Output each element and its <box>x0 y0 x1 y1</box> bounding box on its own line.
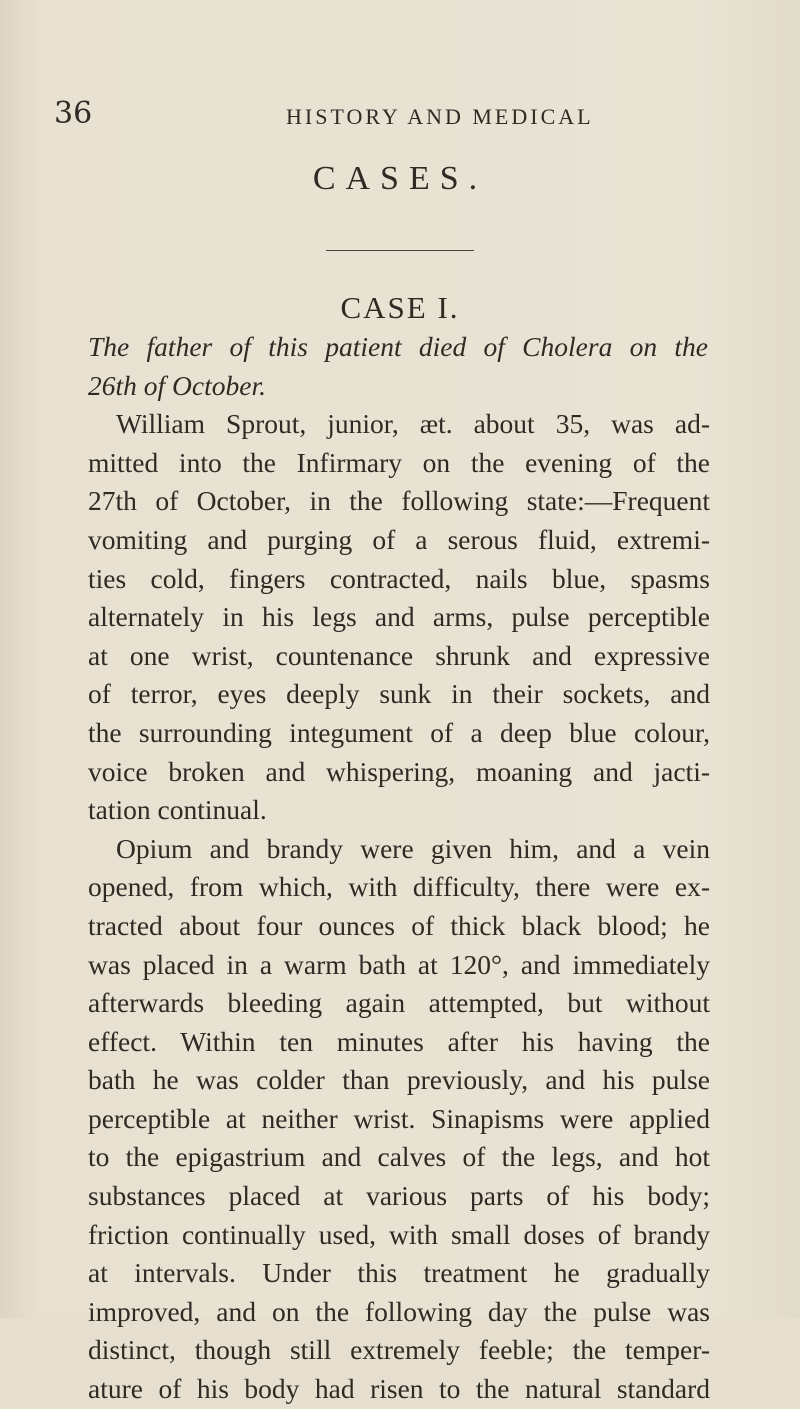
body-text <box>88 328 710 1409</box>
text-line: mitted into the Infirmary on the evening of the <box>88 446 710 478</box>
text-line: Opium and brandy were given him, and a vein <box>116 832 710 864</box>
text-line: substances placed at various parts of his body; <box>88 1180 710 1212</box>
text-line: 26th of October. <box>88 369 266 401</box>
text-line: voice broken and whispering, moaning and jacti- <box>88 755 710 787</box>
text-line: improved, and on the following day the pulse was <box>88 1295 710 1327</box>
text-line: tation continual. <box>88 794 267 826</box>
text-line: was placed in a warm bath at 120°, and immediately <box>88 948 710 980</box>
running-header <box>54 96 734 136</box>
text-line: tracted about four ounces of thick black blood; he <box>88 909 710 941</box>
text-line: bath he was colder than previously, and his pulse <box>88 1064 710 1096</box>
text-line: perceptible at neither wrist. Sinapisms were applied <box>88 1102 710 1134</box>
text-line: 27th of October, in the following state:—Frequent <box>88 485 710 517</box>
text-line: ties cold, fingers contracted, nails blue, spasms <box>88 562 710 594</box>
text-line: the surrounding integument of a deep blue colour, <box>88 716 710 748</box>
text-line: friction continually used, with small doses of brandy <box>88 1218 710 1250</box>
text-line: The father of this patient died of Cholera on the <box>88 331 708 362</box>
text-line: opened, from which, with difficulty, there were ex- <box>88 871 710 903</box>
text-line: distinct, though still extremely feeble; the temper- <box>88 1334 710 1366</box>
text-line: at intervals. Under this treatment he gradually <box>88 1257 710 1289</box>
text-line: vomiting and purging of a serous fluid, extremi- <box>88 523 710 555</box>
section-divider <box>326 250 474 251</box>
text-line: to the epigastrium and calves of the legs, and hot <box>88 1141 710 1173</box>
section-title: CASES. <box>312 160 488 197</box>
running-title: HISTORY AND MEDICAL <box>286 104 594 129</box>
text-line: William Sprout, junior, æt. about 35, was ad- <box>116 408 710 440</box>
text-line: ature of his body had risen to the natural standard <box>88 1373 710 1405</box>
text-line: afterwards bleeding again attempted, but without <box>88 987 710 1019</box>
case-heading: CASE I. <box>340 290 460 325</box>
page-number: 36 <box>54 96 93 131</box>
text-line: effect. Within ten minutes after his having the <box>88 1025 710 1057</box>
text-line: at one wrist, countenance shrunk and expressive <box>88 639 710 671</box>
text-line: of terror, eyes deeply sunk in their sockets, and <box>88 678 710 710</box>
text-line: alternately in his legs and arms, pulse perceptible <box>88 601 710 633</box>
